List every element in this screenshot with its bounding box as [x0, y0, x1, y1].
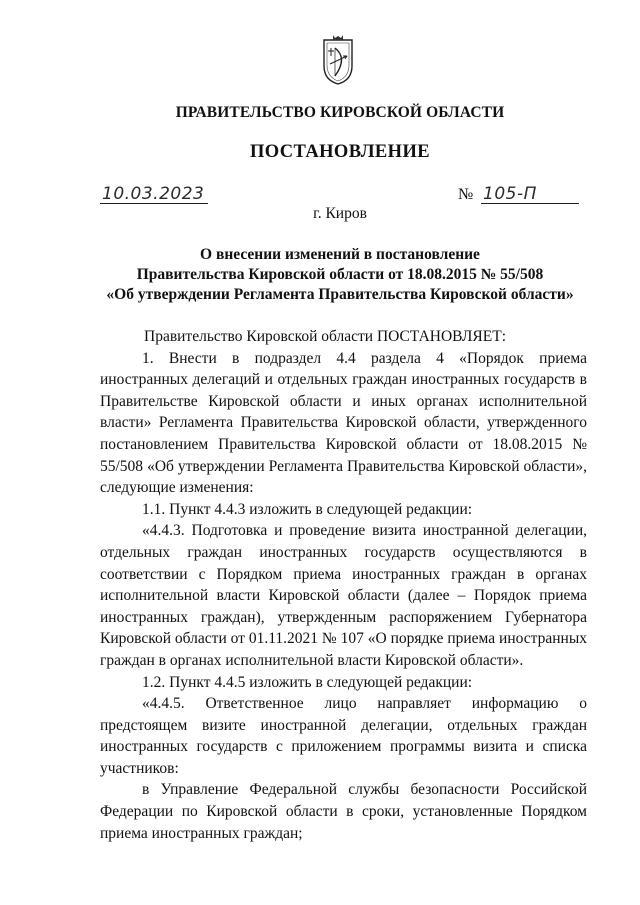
body-paragraph: 1. Внести в подраздел 4.4 раздела 4 «Порядок приема иностранных делегаций и отдельных граждан иностранных государств в Правительстве Кировской области и иных органах исполнительной власти» Регламента Правительства Кировской области, утвержденного постановлением Правительства Кировской области от 18.08.2015 № 55/508 «Об утверждении Регламента Правительства Кировской области», следующие изменения: [100, 349, 587, 497]
subject-line: Правительства Кировской области от 18.08.2015 № 55/508 [136, 266, 544, 283]
subject-line: «Об утверждении Регламента Правительства Кировской области» [106, 286, 574, 303]
city-label: г. Киров [313, 205, 367, 222]
document-type-title: ПОСТАНОВЛЕНИЕ [249, 142, 430, 162]
kirov-oblast-coat-of-arms-icon [321, 34, 355, 86]
body-paragraph: 1.1. Пункт 4.4.3 изложить в следующей редакции: [142, 500, 473, 518]
document-subject [95, 245, 585, 305]
coat-of-arms-emblem [321, 34, 355, 86]
resolution-preamble: Правительство Кировской области ПОСТАНОВЛЯЕТ: [144, 328, 507, 345]
body-paragraph: «4.4.5. Ответственное лицо направляет информацию о предстоящем визите иностранной делегации, отдельных граждан иностранных государств с приложением программы визита и списка участников: [100, 695, 587, 777]
document-number: 105-П [483, 184, 537, 204]
body-paragraph: 1.2. Пункт 4.4.5 изложить в следующей редакции: [142, 673, 473, 691]
document-number-field [481, 184, 579, 204]
body-paragraph: в Управление Федеральной службы безопасности Российской Федерации по Кировской области в сроки, установленные Порядком приема иностранных граждан; [100, 781, 587, 842]
number-underline [481, 203, 579, 204]
number-label: № [458, 186, 474, 203]
subject-line: О внесении изменений в постановление [200, 246, 480, 263]
body-paragraph: «4.4.3. Подготовка и проведение визита иностранной делегации, отдельных граждан иностранных государств осуществляются в соответствии с Порядком приема иностранных граждан в органах исполнительной власти Кировской области (далее – Порядок приема иностранных граждан), утвержденным распоряжением Губернатора Кировской области от 01.11.2021 № 107 «О порядке приема иностранных граждан в органах исполнительной власти Кировской области». [100, 522, 587, 669]
document-date: 10.03.2023 [102, 184, 205, 204]
document-date-field [100, 184, 208, 204]
date-underline [100, 203, 208, 204]
organization-title: ПРАВИТЕЛЬСТВО КИРОВСКОЙ ОБЛАСТИ [175, 104, 505, 121]
document-body [100, 326, 587, 844]
